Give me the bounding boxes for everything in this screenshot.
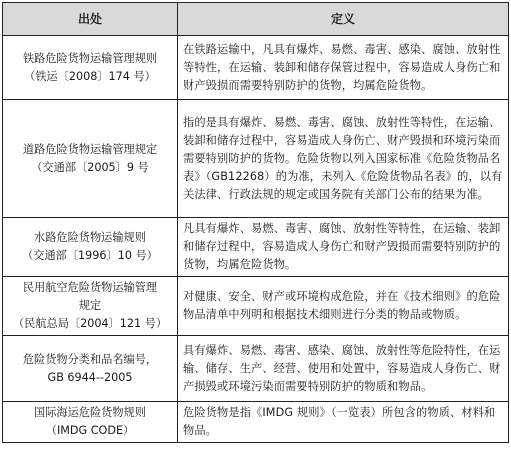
source-cell bbox=[3, 277, 178, 336]
table-row bbox=[3, 277, 509, 336]
definition-cell: 在铁路运输中，凡具有爆炸、易燃、毒害、感染、腐蚀、放射性等特性，在运输、装卸和储存保管过程中，容易造成人身伤亡和财产毁损而需要特别防护的货物，均属危险货物。 bbox=[178, 36, 509, 100]
definition-table-container bbox=[2, 2, 508, 443]
source-line: 民用航空危险货物运输管理 bbox=[22, 281, 158, 294]
source-line: 国际海运危险货物规则 bbox=[34, 406, 146, 419]
source-line: （IMDG CODE） bbox=[45, 424, 135, 437]
source-line: 危险货物分类和品名编号， bbox=[22, 352, 158, 366]
source-line: 水路危险货物运输规则 bbox=[34, 231, 146, 244]
column-header-source: 出处 bbox=[3, 3, 178, 36]
source-line: （交通部〔2005〕9 号 bbox=[31, 160, 149, 174]
table-row bbox=[3, 218, 509, 277]
definition-cell: 对健康、安全、财产或环境构成危险，并在《技术细则》的危险物品清单中列明和根据技术细则进行分类的物品或物质。 bbox=[178, 277, 509, 336]
source-line: （交通部〔1996〕10 号） bbox=[22, 249, 158, 262]
table-header-row bbox=[3, 3, 509, 36]
source-line: 铁路危险货物运输管理规则 bbox=[22, 51, 158, 65]
definition-table bbox=[2, 2, 509, 443]
source-cell bbox=[3, 402, 178, 443]
column-header-definition: 定义 bbox=[178, 3, 509, 36]
table-row bbox=[3, 402, 509, 443]
source-line: （铁运〔2008〕174 号） bbox=[24, 69, 156, 83]
table-row bbox=[3, 336, 509, 402]
table-row bbox=[3, 100, 509, 218]
source-cell bbox=[3, 336, 178, 402]
table-row bbox=[3, 36, 509, 100]
definition-cell: 指的是具有爆炸、易燃、毒害、腐蚀、放射性等特性，在运输、装卸和储存过程中，容易造成人身伤亡、财产毁损和环境污染而需要特别防护的货物。危险货物以列入国家标准《危险货物品名表》（GB12268）的为准，未列入《危险货物品名表》的，以有关法律、行政法规的规定或国务院有关部门公布的结果为准。 bbox=[178, 100, 509, 218]
definition-cell: 危险货物是指《IMDG 规则》（一览表）所包含的物质、材料和物品。 bbox=[178, 402, 509, 443]
definition-cell: 具有爆炸、易燃、毒害、感染、腐蚀、放射性等危险特性，在运输、储存、生产、经营、使用和处置中，容易造成人身伤亡、财产损毁或环境污染而需要特别防护的物质和物品。 bbox=[178, 336, 509, 402]
source-cell bbox=[3, 218, 178, 277]
source-line: （民航总局〔2004〕121 号） bbox=[12, 317, 168, 330]
source-cell bbox=[3, 36, 178, 100]
source-line: GB 6944--2005 bbox=[47, 370, 133, 384]
definition-cell: 凡具有爆炸、易燃、毒害、腐蚀、放射性等特性，在运输、装卸和储存过程中，容易造成人身伤亡和财产毁损而需要特别防护的货物，均属危险货物。 bbox=[178, 218, 509, 277]
source-line: 规定 bbox=[78, 299, 102, 312]
source-line: 道路危险货物运输管理规定 bbox=[22, 142, 158, 156]
source-cell bbox=[3, 100, 178, 218]
